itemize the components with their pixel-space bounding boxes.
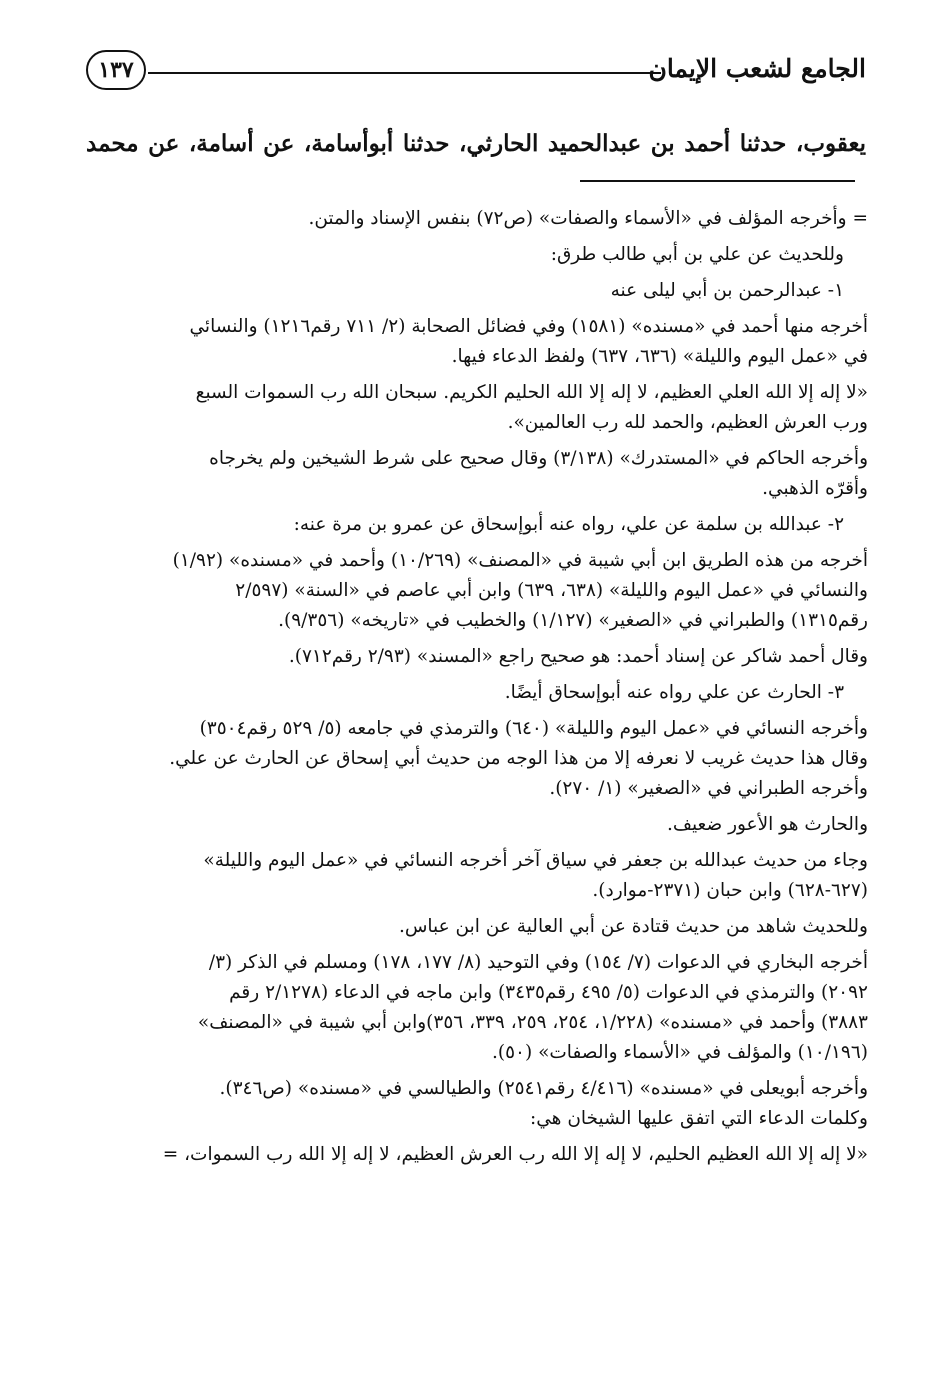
footnote-line: ٢٠٩٢) والترمذي في الدعوات (٥/ ٤٩٥ رقم٣٤٣٥) وابن ماجه في الدعاء (٢/١٢٧٨ رقم [229,982,868,1003]
footnote-paragraph [86,204,868,234]
footnote-paragraph [86,714,868,804]
footnote-paragraph [86,642,868,672]
footnote-line: وقال أحمد شاكر عن إسناد أحمد: هو صحيح راجع «المسند» (٢/٩٣ رقم٧١٢). [288,646,868,667]
footnote-line: ١- عبدالرحمن بن أبي ليلى عنه [610,280,844,301]
footnote-line: والنسائي في «عمل اليوم والليلة» (٦٣٨، ٦٣٩) وابن أبي عاصم في «السنة» (٢/٥٩٧ [235,580,868,601]
footnote-paragraph [86,1140,868,1170]
footnote-line: «لا إله إلا الله العظيم الحليم، لا إله إلا الله رب العرش العظيم، لا إله إلا الله رب السموات، = [162,1144,868,1165]
footnote-paragraph [86,240,868,270]
footnote-line: (٦٢٧-٦٢٨) وابن حبان (٢٣٧١-موارد). [592,880,868,901]
footnote-line: والحارث هو الأعور ضعيف. [666,814,868,835]
footnote-line: وأخرجه النسائي في «عمل اليوم والليلة» (٦٤٠) والترمذي في جامعه (٥/ ٥٢٩ رقم٣٥٠٤) [199,718,868,739]
footnote-line: وقال هذا حديث غريب لا نعرفه إلا من هذا الوجه من حديث أبي إسحاق عن الحارث عن علي. [169,748,868,769]
footnote-line: ورب العرش العظيم، والحمد لله رب العالمين». [507,412,868,433]
footnote-line: ٢- عبدالله بن سلمة عن علي، رواه عنه أبوإسحاق عن عمرو بن مرة عنه: [293,514,844,535]
footnote-line: ٣- الحارث عن علي رواه عنه أبوإسحاق أيضًا. [504,682,844,703]
footnote-paragraph [86,846,868,906]
footnote-line: وأخرجه الحاكم في «المستدرك» (٣/١٣٨) وقال صحيح على شرط الشيخين ولم يخرجاه [209,448,868,469]
footnote-paragraph [86,444,868,504]
page-header [86,48,866,98]
footnote-paragraph [86,510,868,540]
footnote-line: أخرجه من هذه الطريق ابن أبي شيبة في «المصنف» (١٠/٢٦٩) وأحمد في «مسنده» (١/٩٢) [172,550,868,571]
footnote-line: (١٠/١٩٦) والمؤلف في «الأسماء والصفات» (٥٠). [491,1042,868,1063]
footnote-separator [580,180,855,182]
main-text: يعقوب، حدثنا أحمد بن عبدالحميد الحارثي، حدثنا أبوأسامة، عن أسامة، عن محمد [86,130,866,157]
footnote-line: أخرجه منها أحمد في «مسنده» (١٥٨١) وفي فضائل الصحابة (٢/ ٧١١ رقم١٢١٦) والنسائي [189,316,868,337]
footnote-paragraph [86,678,868,708]
header-rule [148,72,661,74]
footnote-paragraph [86,1074,868,1134]
footnote-line: وأخرجه أبويعلى في «مسنده» (٤/٤١٦ رقم٢٥٤١) والطيالسي في «مسنده» (ص٣٤٦). [219,1078,868,1099]
footnote-paragraph [86,276,868,306]
footnotes [86,204,868,1176]
footnote-line: «لا إله إلا الله العلي العظيم، لا إله إلا الله الحليم الكريم. سبحان الله رب السموات السبع [195,382,868,403]
footnote-line: وكلمات الدعاء التي اتفق عليها الشيخان هي: [530,1108,868,1129]
footnote-line: وجاء من حديث عبدالله بن جعفر في سياق آخر أخرجه النسائي في «عمل اليوم والليلة» [203,850,868,871]
footnote-paragraph [86,912,868,942]
footnote-line: وأخرجه الطبراني في «الصغير» (١/ ٢٧٠). [549,778,868,799]
footnote-line: أخرجه البخاري في الدعوات (٧/ ١٥٤) وفي التوحيد (٨/ ١٧٧، ١٧٨) ومسلم في الذكر (٣/ [208,952,868,973]
footnote-line: وللحديث عن علي بن أبي طالب طرق: [550,244,844,265]
footnote-paragraph [86,948,868,1068]
footnote-line: وأقرّه الذهبي. [762,478,868,499]
footnote-paragraph [86,312,868,372]
running-title: الجامع لشعب الإيمان [648,54,866,83]
page-number: ١٣٧ [86,50,146,90]
footnote-line: في «عمل اليوم والليلة» (٦٣٦، ٦٣٧) ولفظ الدعاء فيها. [451,346,868,367]
footnote-line: رقم١٣١٥) والطبراني في «الصغير» (١/١٢٧) والخطيب في «تاريخه» (٩/٣٥٦). [278,610,868,631]
footnote-line: وللحديث شاهد من حديث قتادة عن أبي العالية عن ابن عباس. [398,916,868,937]
footnote-paragraph [86,378,868,438]
footnote-paragraph [86,810,868,840]
footnote-line: = وأخرجه المؤلف في «الأسماء والصفات» (ص٧٢) بنفس الإسناد والمتن. [308,208,868,229]
footnote-line: ٣٨٨٣) وأحمد في «مسنده» (١/٢٢٨، ٢٥٤، ٢٥٩، ٣٣٩، ٣٥٦)وابن أبي شيبة في «المصنف» [197,1012,868,1033]
footnote-paragraph [86,546,868,636]
